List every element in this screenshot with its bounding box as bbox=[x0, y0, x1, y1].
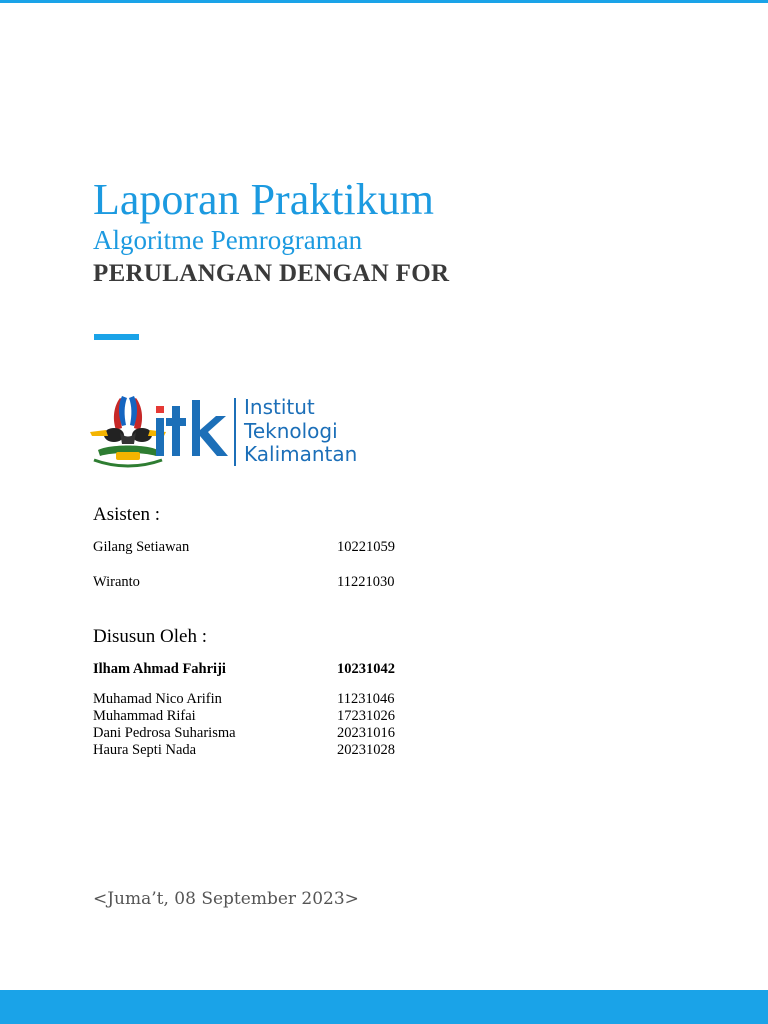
list-item bbox=[93, 691, 395, 708]
member-name: Haura Septi Nada bbox=[93, 742, 197, 758]
member-nim: 10221059 bbox=[337, 539, 395, 555]
member-name: Muhammad Rifai bbox=[93, 708, 196, 724]
itk-mark bbox=[156, 400, 228, 456]
member-nim: 10231042 bbox=[337, 661, 395, 677]
report-title: Laporan Praktikum bbox=[93, 175, 434, 224]
hornbill-emblem-icon bbox=[90, 396, 166, 466]
top-rule bbox=[0, 0, 768, 3]
logo-divider bbox=[234, 398, 236, 466]
logo-line-2: Teknologi bbox=[244, 418, 338, 443]
member-nim: 11231046 bbox=[337, 691, 395, 707]
list-item bbox=[93, 708, 395, 725]
member-name: Ilham Ahmad Fahriji bbox=[93, 661, 226, 677]
accent-bar bbox=[94, 334, 139, 340]
report-date: <Juma’t, 08 September 2023> bbox=[93, 889, 359, 909]
course-subtitle: Algoritme Pemrograman bbox=[93, 225, 363, 255]
member-nim: 11221030 bbox=[337, 574, 395, 590]
logo-line-1: Institut bbox=[244, 395, 315, 419]
member-name: Dani Pedrosa Suharisma bbox=[93, 725, 236, 741]
asisten-heading: Asisten : bbox=[93, 504, 161, 525]
member-name: Gilang Setiawan bbox=[93, 539, 190, 555]
member-name: Muhamad Nico Arifin bbox=[93, 691, 222, 707]
list-item bbox=[93, 574, 395, 591]
member-nim: 17231026 bbox=[337, 708, 395, 724]
disusun-heading: Disusun Oleh : bbox=[93, 626, 207, 647]
logo-line-3: Kalimantan bbox=[244, 442, 358, 466]
logo-wordmark bbox=[244, 396, 357, 467]
member-nim: 20231028 bbox=[337, 742, 395, 758]
member-name: Wiranto bbox=[93, 574, 140, 590]
topic-heading: PERULANGAN DENGAN FOR bbox=[93, 260, 450, 287]
list-item bbox=[93, 539, 395, 556]
member-nim: 20231016 bbox=[337, 725, 395, 741]
list-item bbox=[93, 725, 395, 742]
bottom-band bbox=[0, 990, 768, 1024]
list-item bbox=[93, 742, 395, 759]
list-item-lead bbox=[93, 661, 395, 678]
